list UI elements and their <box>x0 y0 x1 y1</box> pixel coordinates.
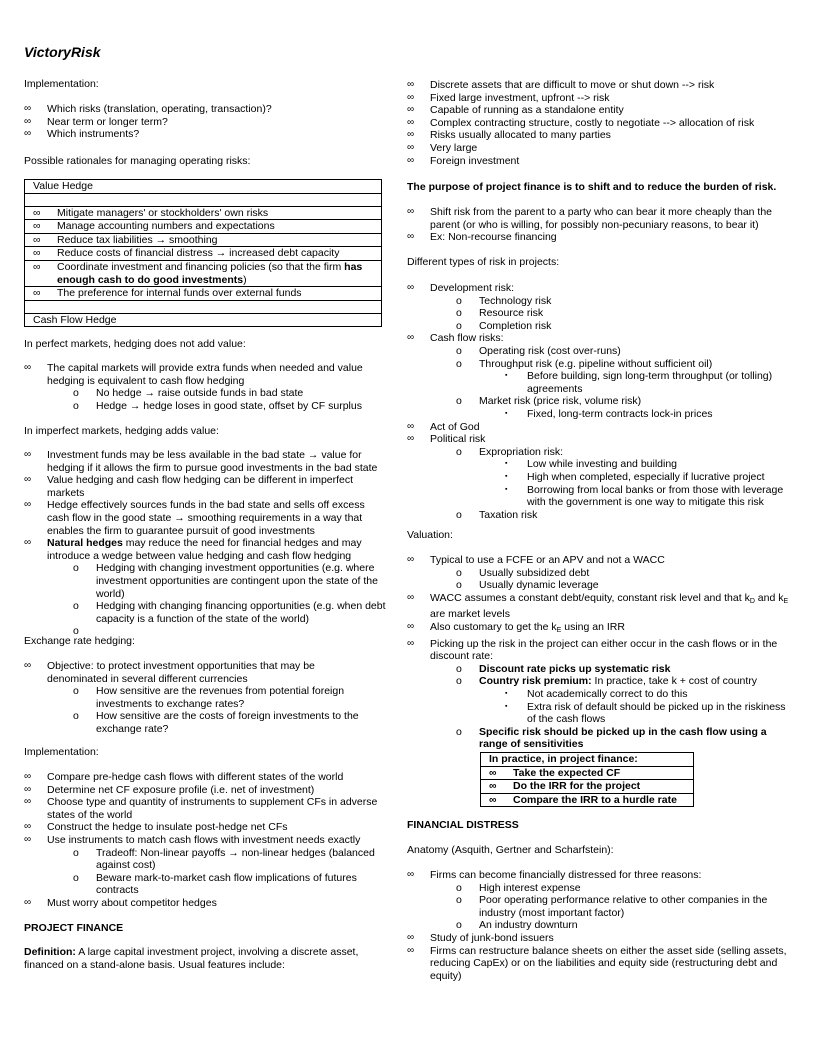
sub-item: o Taxation risk <box>456 508 538 521</box>
exchange-rate-heading: Exchange rate hedging: <box>24 635 135 647</box>
list-item: ∞ Study of junk-bond issuers <box>407 931 554 944</box>
sub-sub-item: ▪ Low while investing and building <box>505 458 678 471</box>
list-item: ∞ Firms can restructure balance sheets on either the asset side (selling assets, reducing CapEx) or on the liabilities and equity side (restructuring debt and equity) <box>407 944 787 982</box>
project-finance-heading: PROJECT FINANCE <box>24 922 124 934</box>
definition-paragraph: Definition: A large capital investment project, involving a discrete asset, financed on a stand-alone basis. Usual features include: <box>24 946 359 971</box>
valuation-heading: Valuation: <box>407 529 453 541</box>
features-list <box>407 79 792 167</box>
sub-item: o An industry downturn <box>456 919 578 932</box>
box-item: ∞ Mitigate managers' or stockholders' own risks <box>25 207 381 221</box>
list-item: ∞ Cash flow risks: <box>407 332 504 345</box>
list-item: ∞ Political risk <box>407 433 486 446</box>
list-item: ∞ Value hedging and cash flow hedging can be different in imperfect markets <box>24 474 354 499</box>
list-item: ∞ Act of God <box>407 420 480 433</box>
document-title: VictoryRisk <box>24 44 101 60</box>
list-item: ∞ Development risk: <box>407 282 515 294</box>
sub-sub-item: ▪ Extra risk of default should be picked up in the riskiness of the cash flows <box>505 700 786 726</box>
implementation-list <box>24 103 386 141</box>
sub-item: o Technology risk <box>456 294 552 307</box>
perfect-markets-heading: In perfect markets, hedging does not add value: <box>24 338 246 350</box>
sub-item: o Expropriation risk: <box>456 445 564 458</box>
list-item: ∞ Discrete assets that are difficult to move or shut down --> risk <box>407 79 715 91</box>
list-item: ∞ Near term or longer term? <box>24 115 168 128</box>
list-item: ∞ Picking up the risk in the project can either occur in the cash flows or in the discount rate: <box>407 637 778 663</box>
anatomy-heading: Anatomy (Asquith, Gertner and Scharfstein): <box>407 844 614 856</box>
implementation-2-list <box>24 771 386 910</box>
imperfect-markets-list <box>24 449 386 638</box>
in-practice-header: In practice, in project finance: <box>481 753 693 767</box>
valuation-list <box>407 554 792 751</box>
in-practice-box <box>480 752 694 807</box>
sub-item: o Discount rate picks up systematic risk <box>456 662 671 675</box>
implementation-2-heading: Implementation: <box>24 746 99 758</box>
empty-row <box>25 194 381 207</box>
list-item: ∞ WACC assumes a constant debt/equity, constant risk level and that $k_D$ and $k_E$ are market levels <box>407 591 789 621</box>
sub-sub-item: ▪ Fixed, long-term contracts lock-in prices <box>505 407 713 420</box>
sub-sub-item: ▪ High when completed, especially if lucrative project <box>505 470 765 483</box>
box-item: ∞ Take the expected CF <box>481 767 693 781</box>
list-item: ∞ Determine net CF exposure profile (i.e. net of investment) <box>24 783 315 796</box>
risk-types-heading: Different types of risk in projects: <box>407 256 560 268</box>
sub-sub-item: ▪ Borrowing from local banks or from those with leverage with the government is one way to mitigate this risk <box>505 483 784 509</box>
sub-item: o Market risk (price risk, volume risk) <box>456 395 642 408</box>
sub-item: o Hedge → hedge loses in good state, offset by CF surplus <box>73 399 362 412</box>
sub-item: o High interest expense <box>456 881 581 894</box>
box-item: ∞ Manage accounting numbers and expectations <box>25 220 381 234</box>
purpose-list <box>407 206 787 244</box>
sub-item: o Poor operating performance relative to other companies in the industry (most important factor) <box>456 894 768 919</box>
perfect-markets-list <box>24 362 384 412</box>
list-item: ∞ Compare pre-hedge cash flows with different states of the world <box>24 771 344 783</box>
list-item: ∞ Construct the hedge to insulate post-hedge net CFs <box>24 821 288 834</box>
list-item: ∞ The capital markets will provide extra funds when needed and value hedging is equivalent to cash flow hedging <box>24 362 363 387</box>
sub-item: o Resource risk <box>456 307 544 320</box>
list-item: ∞ Use instruments to match cash flows with investment needs exactly <box>24 833 361 846</box>
list-item: ∞ Complex contracting structure, costly to negotiate --> allocation of risk <box>407 116 755 129</box>
box-item: ∞ Do the IRR for the project <box>481 780 693 794</box>
value-hedge-header: Value Hedge <box>25 180 381 194</box>
list-item: ∞ Shift risk from the parent to a party who can bear it more cheaply than the parent (or who is willing, for possibly non-pecuniary reasons, to bear it) <box>407 206 773 231</box>
list-item: ∞ Very large <box>407 141 478 154</box>
cash-flow-hedge-footer: Cash Flow Hedge <box>33 313 117 326</box>
list-item: ∞ Fixed large investment, upfront --> risk <box>407 91 610 104</box>
sub-sub-item: ▪ Not academically correct to do this <box>505 687 688 700</box>
list-item: ∞ Which risks (translation, operating, transaction)? <box>24 103 272 115</box>
implementation-heading: Implementation: <box>24 78 99 90</box>
box-item: ∞ Compare the IRR to a hurdle rate <box>489 793 677 806</box>
sub-sub-item: ▪ Before building, sign long-term throughput (or tolling) agreements <box>505 370 773 395</box>
financial-distress-heading: FINANCIAL DISTRESS <box>407 819 519 831</box>
box-item: ∞ Reduce costs of financial distress → increased debt capacity <box>25 247 381 261</box>
list-item: ∞ Choose type and quantity of instruments to supplement CFs in adverse states of the world <box>24 796 378 821</box>
purpose-statement: The purpose of project finance is to shift and to reduce the burden of risk. <box>407 181 777 193</box>
empty-sub-item: o <box>73 625 79 638</box>
list-item: ∞ Investment funds may be less available in the bad state → value for hedging if it allows the firm to pursue good investments in the bad state <box>24 449 378 474</box>
list-item: ∞ Foreign investment <box>407 154 520 167</box>
exchange-rate-list <box>24 660 369 736</box>
sub-item: o How sensitive are the revenues from potential foreign investments to exchange rates? <box>73 685 345 710</box>
box-item: ∞ Coordinate investment and financing policies (so that the firm has enough cash to do good investments) <box>25 261 381 287</box>
sub-item: o Specific risk should be picked up in the cash flow using a range of sensitivities <box>456 725 767 751</box>
sub-item: o Beware mark-to-market cash flow implications of futures contracts <box>73 871 357 897</box>
list-item: ∞ Objective: to protect investment opportunities that may be denominated in several different currencies <box>24 660 315 685</box>
list-item: ∞ Also customary to get the $k_E$ using an IRR <box>407 620 625 634</box>
sub-item: o Usually dynamic leverage <box>456 579 599 592</box>
list-item: ∞ Must worry about competitor hedges <box>24 896 217 909</box>
value-hedge-box <box>24 179 382 327</box>
list-item: ∞ Hedge effectively sources funds in the bad state and sells off excess cash flow in the good state → smoothing requirements in a way that enables the firm to guarantee pursuit of good investments <box>24 499 365 537</box>
sub-item: o Hedging with changing financing opportunities (e.g. when debt capacity is a function of the state of the world) <box>73 600 386 625</box>
list-item: ∞ Typical to use a FCFE or an APV and not a WACC <box>407 554 665 566</box>
sub-item: o Throughput risk (e.g. pipeline without sufficient oil) <box>456 357 713 370</box>
list-item: ∞ Firms can become financially distressed for three reasons: <box>407 869 702 881</box>
sub-item: o Completion risk <box>456 319 552 332</box>
list-item: ∞ Natural hedges may reduce the need for financial hedges and may introduce a wedge between value hedging and cash flow hedging <box>24 537 362 562</box>
list-item: ∞ Capable of running as a standalone entity <box>407 104 624 117</box>
box-item: ∞ The preference for internal funds over external funds <box>25 287 381 301</box>
imperfect-markets-heading: In imperfect markets, hedging adds value: <box>24 425 219 437</box>
financial-distress-list <box>407 869 792 982</box>
empty-row <box>25 301 381 314</box>
risk-types-list <box>407 282 792 521</box>
sub-item: o Tradeoff: Non-linear payoffs → non-linear hedges (balanced against cost) <box>73 846 375 872</box>
sub-item: o No hedge → raise outside funds in bad state <box>73 387 304 400</box>
list-item: ∞ Which instruments? <box>24 128 140 141</box>
box-item: ∞ Reduce tax liabilities → smoothing <box>25 234 381 248</box>
sub-item: o Operating risk (cost over-runs) <box>456 344 621 357</box>
sub-item: o Country risk premium: In practice, take k + cost of country <box>456 675 758 688</box>
sub-item: o How sensitive are the costs of foreign investments to the exchange rate? <box>73 710 359 735</box>
list-item: ∞ Risks usually allocated to many parties <box>407 129 611 142</box>
sub-item: o Usually subsidized debt <box>456 566 590 579</box>
rationales-heading: Possible rationales for managing operating risks: <box>24 155 251 167</box>
sub-item: o Hedging with changing investment opportunities (e.g. where investment opportunities are contingent upon the state of the world) <box>73 562 378 600</box>
list-item: ∞ Ex: Non-recourse financing <box>407 231 557 244</box>
